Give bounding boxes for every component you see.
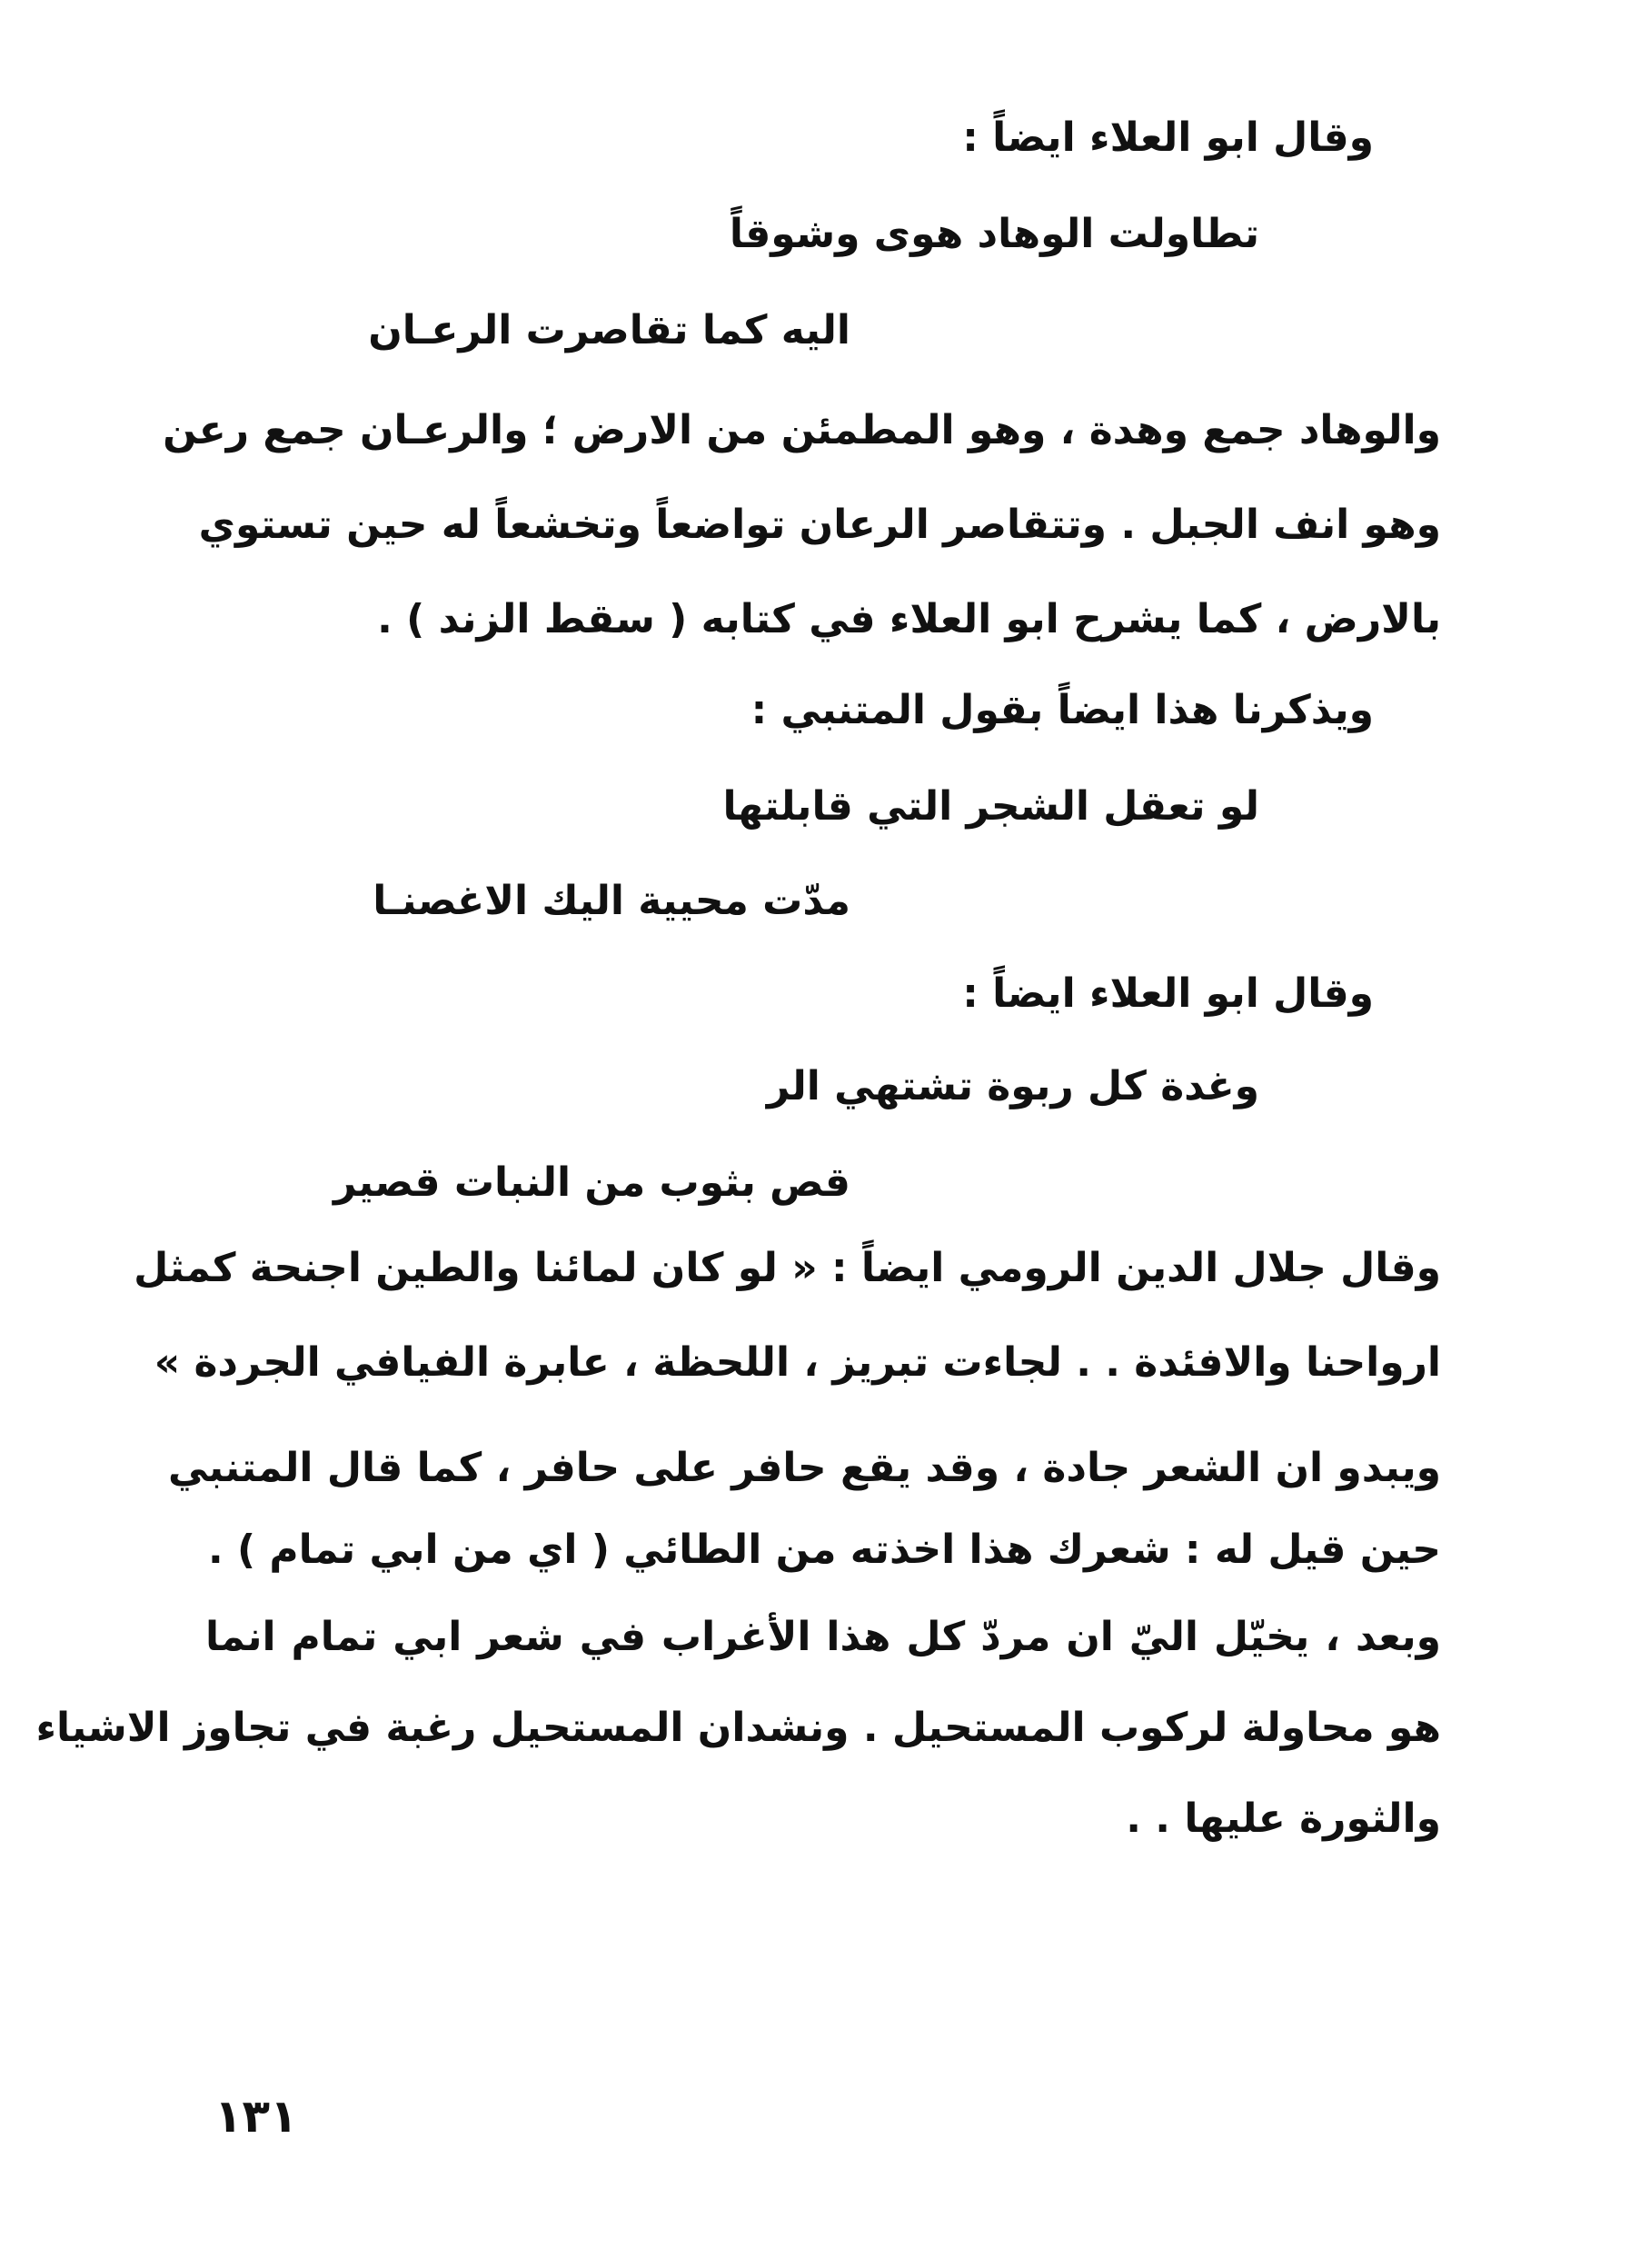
- verse-hemistich: اليه كما تقاصرت الرعـان: [368, 307, 850, 353]
- verse-hemistich: مدّت محيية اليك الاغصنـا: [373, 878, 850, 924]
- intro-line: وقال ابو العلاء ايضاً :: [962, 114, 1374, 161]
- verse-hemistich: وغدة كل ربوة تشتهي الر: [766, 1063, 1259, 1109]
- verse-hemistich: قص بثوب من النبات قصير: [333, 1159, 850, 1206]
- paragraph-line: وقال جلال الدين الرومي ايضاً : « لو كان لمائنا والطين اجنحة كمثل: [134, 1245, 1441, 1291]
- paragraph-line: والوهاد جمع وهدة ، وهو المطمئن من الارض ؛ والرعـان جمع رعن: [163, 407, 1441, 453]
- verse-hemistich: تطاولت الوهاد هوى وشوقاً: [729, 211, 1259, 257]
- paragraph-line: هو محاولة لركوب المستحيل . ونشدان المستحيل رغبة في تجاوز الاشياء: [35, 1705, 1441, 1751]
- verse-hemistich: لو تعقل الشجر التي قابلتها: [722, 783, 1259, 830]
- intro-line: وقال ابو العلاء ايضاً :: [962, 970, 1374, 1017]
- paragraph-line: والثورة عليها . .: [1126, 1796, 1441, 1842]
- intro-line: ويذكرنا هذا ايضاً بقول المتنبي :: [750, 687, 1374, 733]
- paragraph-line: وهو انف الجبل . وتتقاصر الرعان تواضعاً وتخشعاً له حين تستوي: [198, 502, 1441, 548]
- paragraph-line: ويبدو ان الشعر جادة ، وقد يقع حافر على حافر ، كما قال المتنبي: [168, 1445, 1441, 1491]
- paragraph-line: وبعد ، يخيّل اليّ ان مردّ كل هذا الأغراب في شعر ابي تمام انما: [205, 1614, 1441, 1660]
- page-number: ١٣١: [214, 2090, 298, 2143]
- paragraph-line: حين قيل له : شعرك هذا اخذته من الطائي ( اي من ابي تمام ) .: [207, 1527, 1441, 1573]
- paragraph-line: بالارض ، كما يشرح ابو العلاء في كتابه ( سقط الزند ) .: [377, 596, 1441, 642]
- paragraph-line: ارواحنا والافئدة . . لجاءت تبريز ، اللحظة ، عابرة الفيافي الجردة »: [154, 1339, 1441, 1386]
